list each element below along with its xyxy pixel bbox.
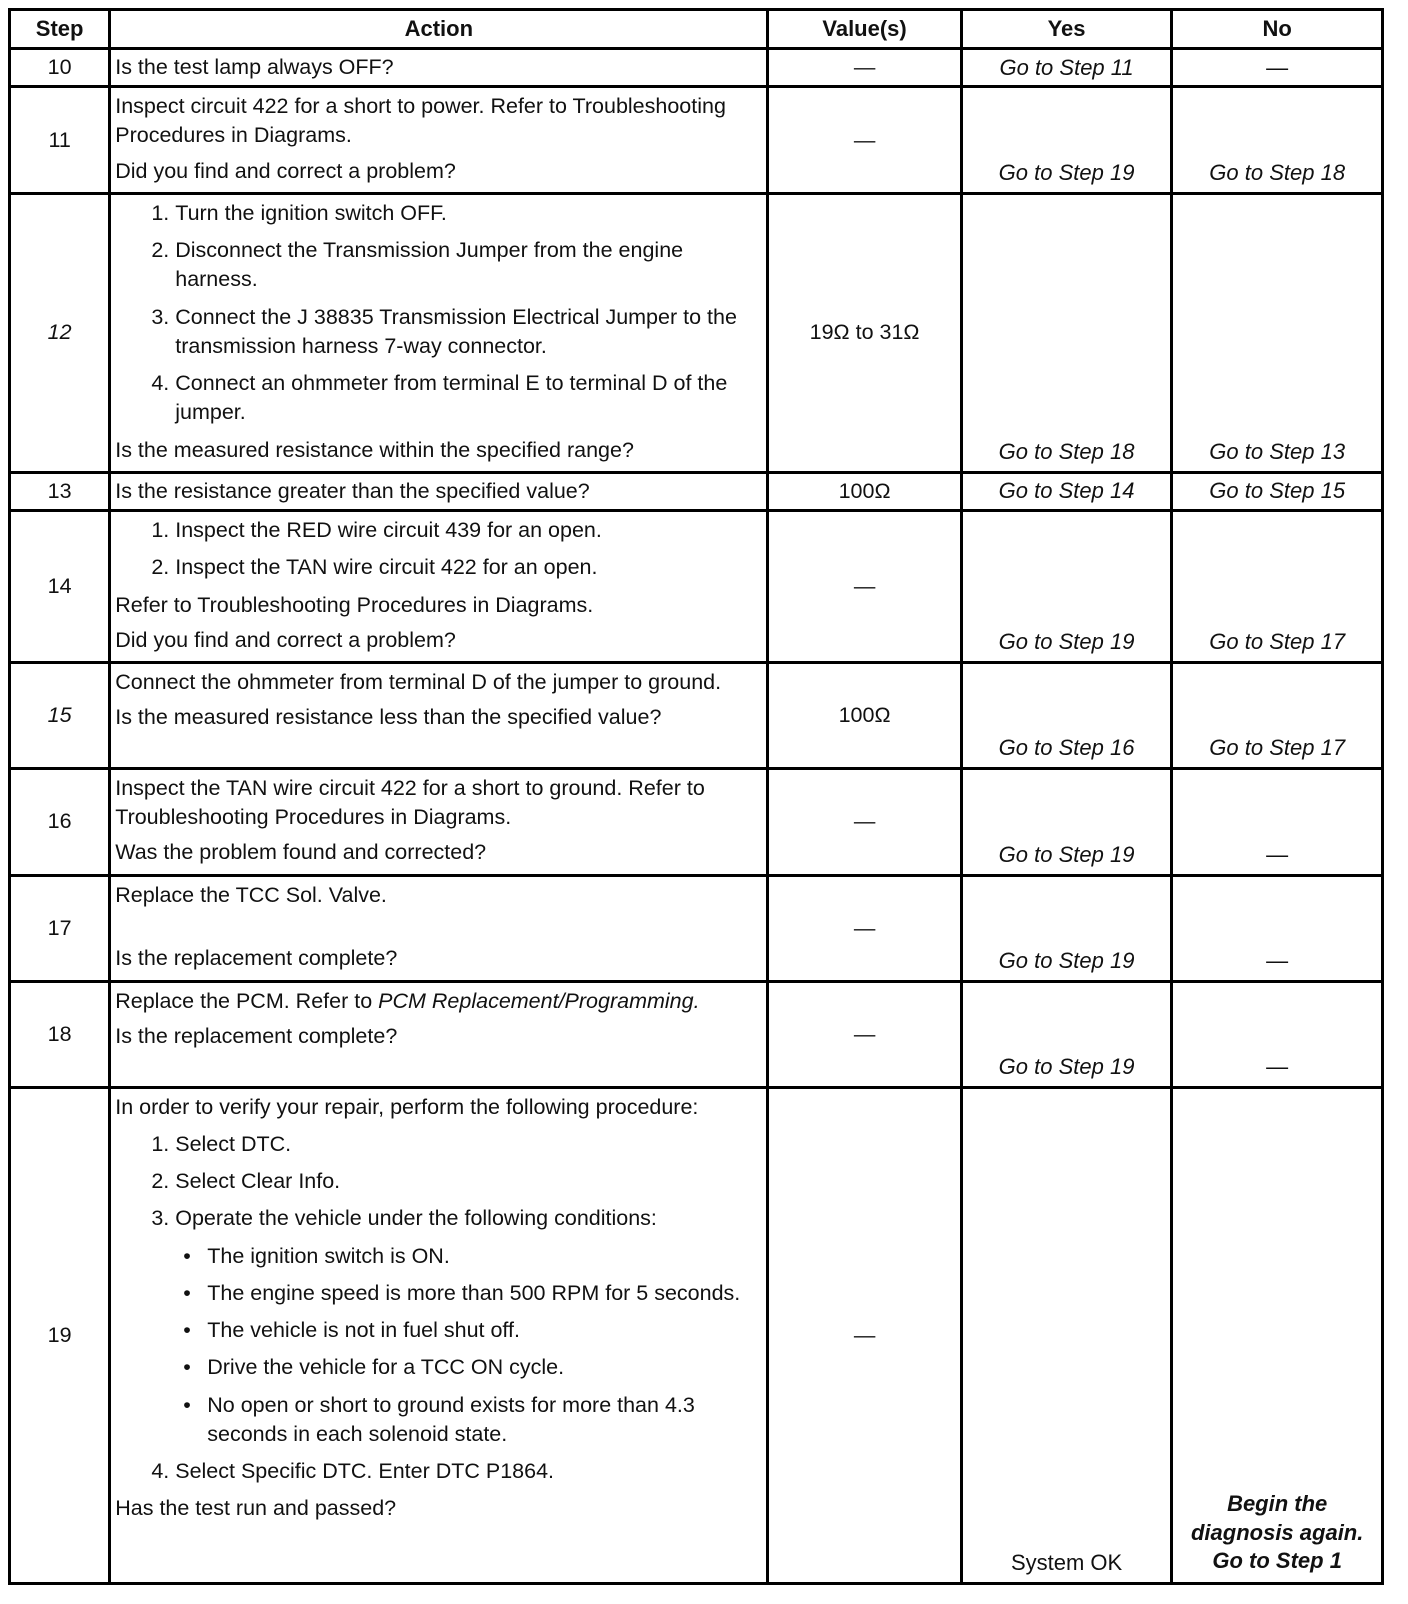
header-yes: Yes (961, 10, 1172, 49)
action-question: Did you find and correct a problem? (115, 627, 456, 652)
yes-cell: Go to Step 14 (961, 472, 1172, 510)
action-cell (110, 193, 768, 472)
list-item: 1. Inspect the RED wire circuit 439 for an open. (175, 516, 762, 545)
list-item: 4. Select Specific DTC. Enter DTC P1864. (175, 1457, 762, 1486)
header-no: No (1172, 10, 1383, 49)
condition-item: • No open or short to ground exists for more than 4.3 seconds in each solenoid state. (207, 1391, 762, 1449)
no-cell: Go to Step 17 (1172, 662, 1383, 768)
value-cell: — (768, 768, 961, 875)
table-row (10, 511, 1383, 663)
action-cell (110, 662, 768, 768)
action-question: Is the replacement complete? (115, 945, 398, 970)
yes-cell: Go to Step 16 (961, 662, 1172, 768)
condition-item: • The ignition switch is ON. (207, 1242, 762, 1271)
yes-cell: Go to Step 19 (961, 981, 1172, 1087)
yes-cell: Go to Step 19 (961, 768, 1172, 875)
list-item: 4. Connect an ohmmeter from terminal E to terminal D of the jumper. (175, 369, 762, 427)
no-cell: Go to Step 18 (1172, 87, 1383, 194)
table-row (10, 87, 1383, 194)
yes-cell: System OK (961, 1087, 1172, 1583)
list-item (175, 1204, 762, 1449)
condition-item: • The engine speed is more than 500 RPM for 5 seconds. (207, 1279, 762, 1308)
no-cell (1172, 1087, 1383, 1583)
table-row (10, 49, 1383, 87)
step-number: 18 (10, 981, 110, 1087)
action-question: Is the measured resistance less than the specified value? (115, 705, 662, 730)
yes-cell: Go to Step 19 (961, 87, 1172, 194)
yes-cell: Go to Step 18 (961, 193, 1172, 472)
step-number: 17 (10, 875, 110, 981)
value-cell: — (768, 87, 961, 194)
value-cell: 100Ω (768, 472, 961, 510)
value-cell: — (768, 981, 961, 1087)
action-question: Is the measured resistance within the specified range? (115, 437, 634, 462)
conditions-list (175, 1242, 762, 1449)
procedure-list (115, 199, 762, 428)
header-values: Value(s) (768, 10, 961, 49)
action-text-prefix: Replace the PCM. Refer to (115, 988, 379, 1013)
action-cell (110, 511, 768, 663)
table-row (10, 981, 1383, 1087)
condition-item: • The vehicle is not in fuel shut off. (207, 1316, 762, 1345)
list-item: 2. Inspect the TAN wire circuit 422 for an open. (175, 553, 762, 582)
action-cell (110, 981, 768, 1087)
list-item: 1. Select DTC. (175, 1130, 762, 1159)
header-step: Step (10, 10, 110, 49)
yes-cell: Go to Step 19 (961, 511, 1172, 663)
action-cell (110, 49, 768, 87)
action-text (115, 987, 762, 1016)
value-cell: — (768, 511, 961, 663)
action-text: Replace the TCC Sol. Valve. (115, 882, 387, 907)
table-row (10, 768, 1383, 875)
condition-item: • Drive the vehicle for a TCC ON cycle. (207, 1353, 762, 1382)
table-row (10, 875, 1383, 981)
no-cell: Go to Step 13 (1172, 193, 1383, 472)
action-text: Inspect the TAN wire circuit 422 for a short to ground. Refer to Troubleshooting Procedures in Diagrams. (115, 775, 705, 830)
action-question: Has the test run and passed? (115, 1496, 397, 1521)
value-cell: — (768, 875, 961, 981)
no-cell: — (1172, 981, 1383, 1087)
step-number: 11 (10, 87, 110, 194)
list-item: 2. Disconnect the Transmission Jumper from the engine harness. (175, 236, 762, 294)
action-text: Inspect circuit 422 for a short to power. Refer to Troubleshooting Procedures in Diagrams. (115, 94, 726, 148)
no-line: Go to Step 1 (1212, 1548, 1342, 1574)
action-text: Is the resistance greater than the specified value? (115, 478, 590, 503)
value-cell: 19Ω to 31Ω (768, 193, 961, 472)
yes-cell: Go to Step 19 (961, 875, 1172, 981)
action-question: Was the problem found and corrected? (115, 840, 487, 865)
list-item: 2. Select Clear Info. (175, 1167, 762, 1196)
action-cell (110, 1087, 768, 1583)
value-cell: — (768, 1087, 961, 1583)
table-row (10, 662, 1383, 768)
step-number: 15 (10, 662, 110, 768)
table-row (10, 472, 1383, 510)
step-number: 16 (10, 768, 110, 875)
list-item: 3. Connect the J 38835 Transmission Electrical Jumper to the transmission harness 7-way connector. (175, 303, 762, 361)
procedure-list (115, 516, 762, 582)
diagnostic-table (8, 8, 1384, 1585)
no-line: Begin the (1227, 1490, 1328, 1516)
table-row (10, 193, 1383, 472)
value-cell: — (768, 49, 961, 87)
header-action: Action (110, 10, 768, 49)
step-number: 13 (10, 472, 110, 510)
action-cell (110, 87, 768, 194)
action-text: Is the test lamp always OFF? (115, 55, 394, 79)
no-cell: Go to Step 15 (1172, 472, 1383, 510)
table-row (10, 1087, 1383, 1583)
step-number: 10 (10, 49, 110, 87)
no-line: diagnosis again. (1190, 1519, 1364, 1545)
action-cell (110, 768, 768, 875)
table-header-row (10, 10, 1383, 49)
step-number: 12 (10, 193, 110, 472)
no-cell: Go to Step 17 (1172, 511, 1383, 663)
action-intro: In order to verify your repair, perform the following procedure: (115, 1094, 699, 1119)
yes-cell: Go to Step 11 (961, 49, 1172, 87)
action-question: Is the replacement complete? (115, 1023, 398, 1048)
step-number: 14 (10, 511, 110, 663)
no-cell: — (1172, 875, 1383, 981)
list-item: 1. Turn the ignition switch OFF. (175, 199, 762, 228)
list-item-text: Operate the vehicle under the following conditions: (175, 1206, 657, 1231)
step-number: 19 (10, 1087, 110, 1583)
action-note: Refer to Troubleshooting Procedures in Diagrams. (115, 592, 594, 617)
no-cell: — (1172, 49, 1383, 87)
pcm-reference-link: PCM Replacement/Programming. (378, 988, 700, 1013)
value-cell: 100Ω (768, 662, 961, 768)
procedure-list (115, 1130, 762, 1486)
no-cell: — (1172, 768, 1383, 875)
action-question: Did you find and correct a problem? (115, 158, 456, 183)
action-text: Connect the ohmmeter from terminal D of the jumper to ground. (115, 669, 722, 694)
action-cell (110, 875, 768, 981)
action-cell (110, 472, 768, 510)
